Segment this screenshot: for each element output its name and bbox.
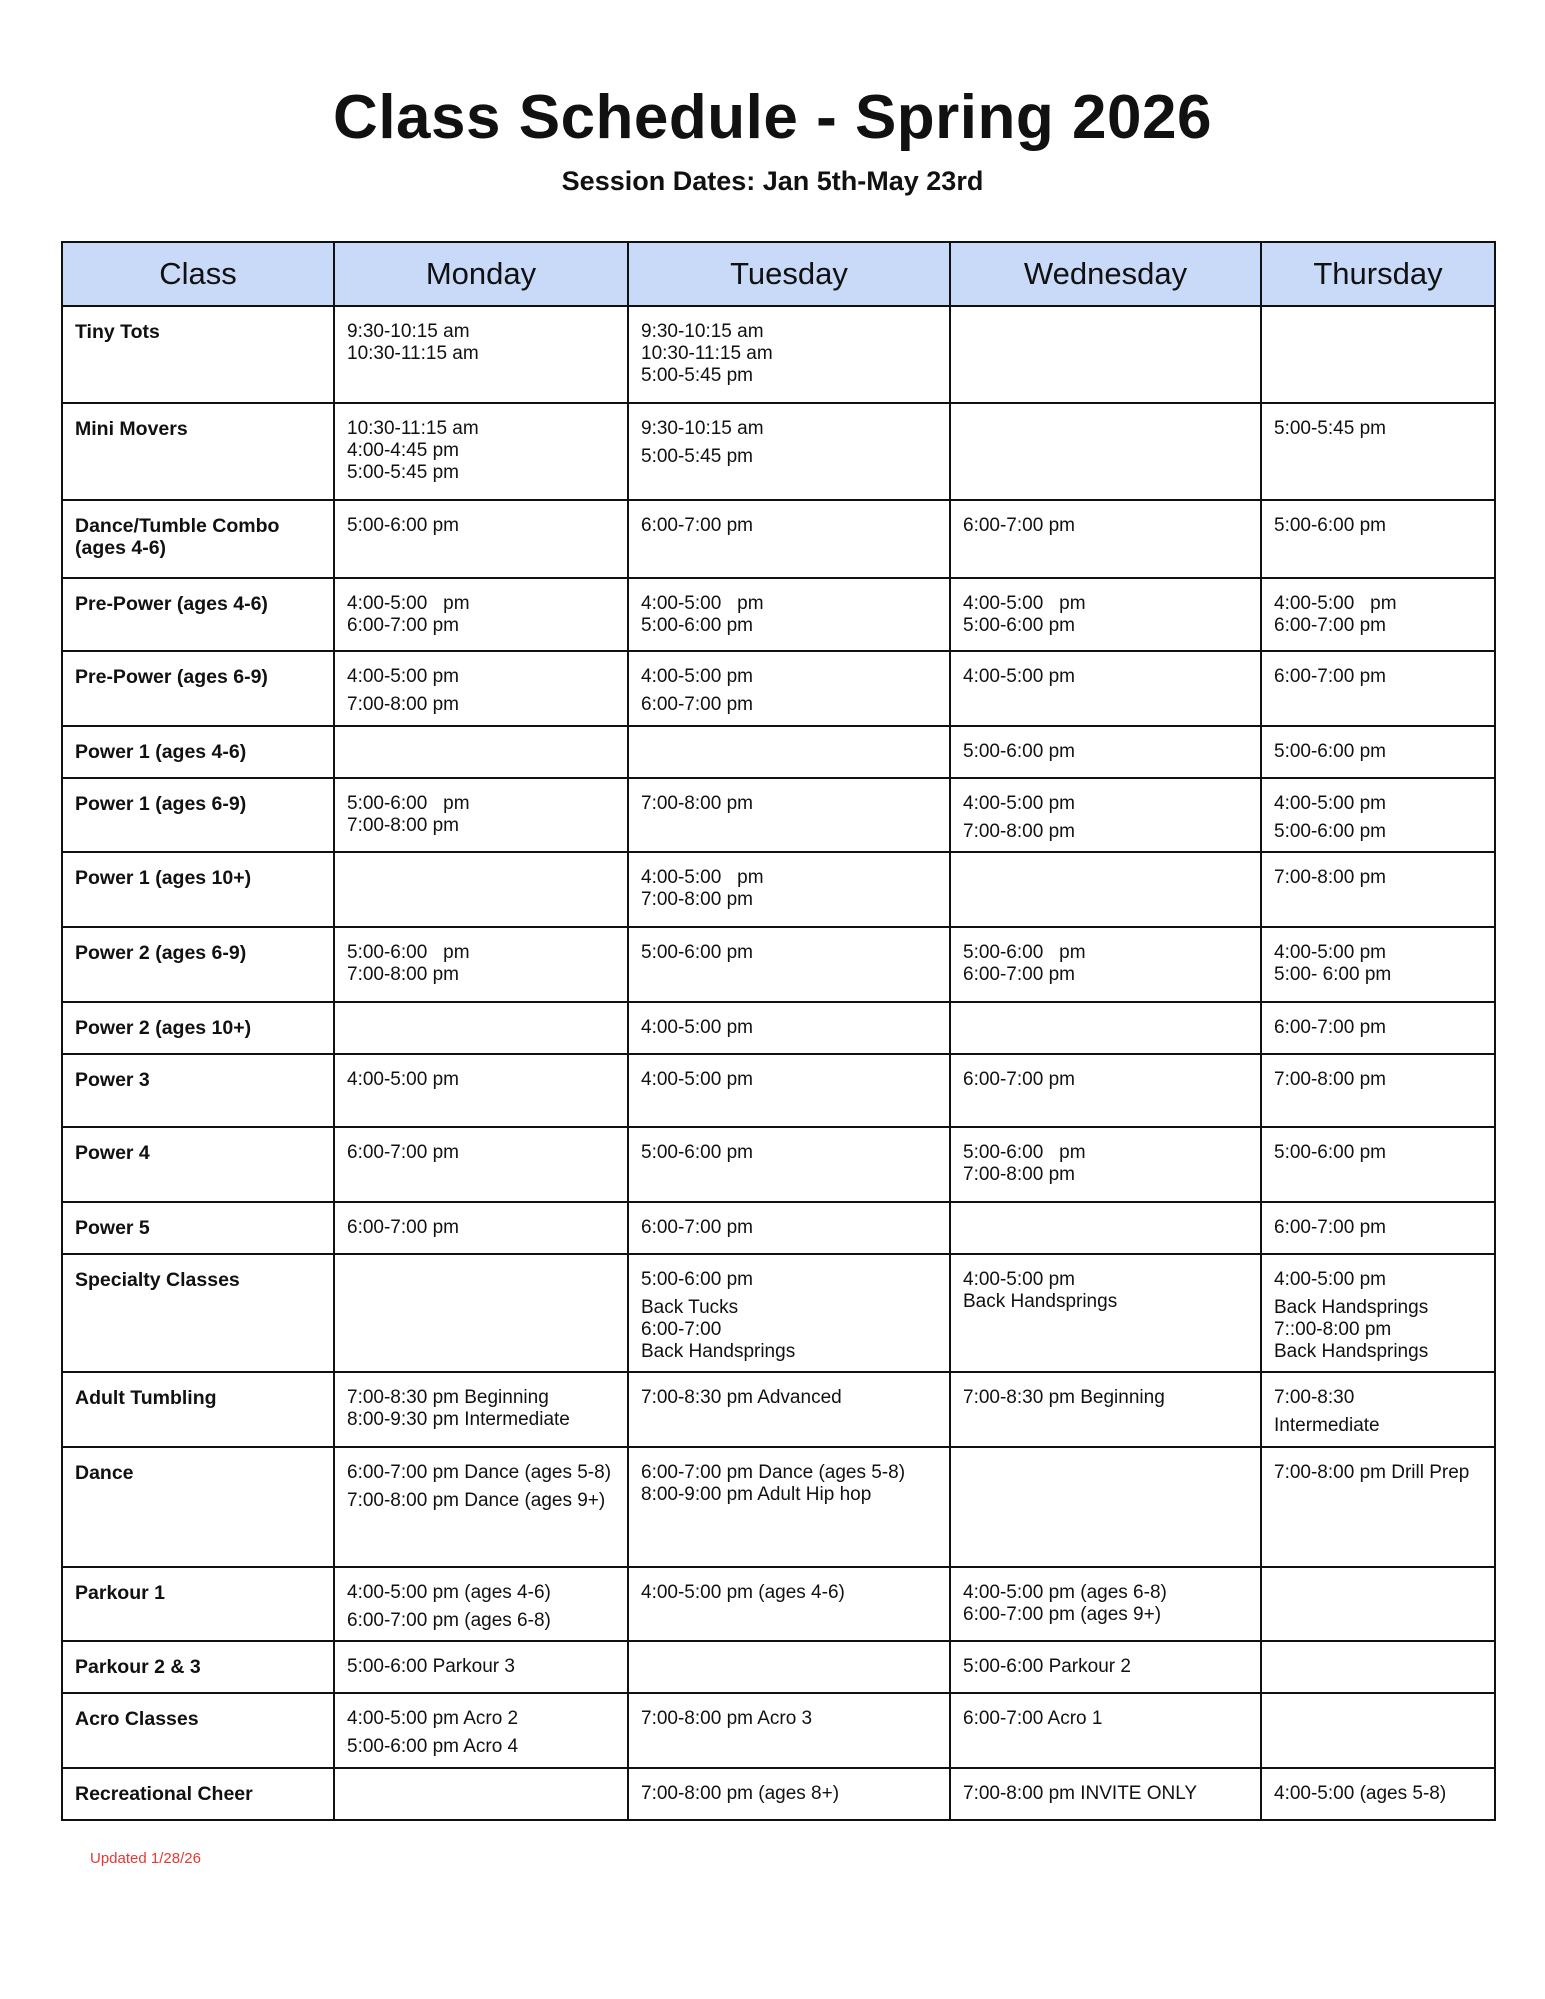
time-slot: 7:00-8:00 pm (ages 8+) [641, 1783, 840, 1804]
time-slot: Intermediate [1274, 1415, 1380, 1436]
class-name-cell: Power 1 (ages 6-9) [62, 778, 334, 852]
monday-cell [334, 1127, 628, 1202]
table-row [62, 403, 1495, 500]
thursday-cell [1261, 726, 1495, 778]
table-row [62, 306, 1495, 403]
time-slot: 8:00-9:00 pm Adult Hip hop [641, 1484, 872, 1505]
time-slot: Back Tucks [641, 1297, 739, 1318]
class-name-cell: Pre-Power (ages 4-6) [62, 578, 334, 651]
table-row [62, 927, 1495, 1002]
tuesday-cell [628, 852, 950, 927]
time-slot: 4:00-5:00 pm [347, 593, 470, 614]
wednesday-cell [950, 1641, 1261, 1693]
tuesday-cell [628, 651, 950, 726]
header-row [62, 242, 1495, 306]
time-slot: 6:00-7:00 pm [1274, 666, 1386, 687]
time-slot: 6:00-7:00 pm [641, 694, 753, 715]
thursday-cell [1261, 1768, 1495, 1820]
wednesday-cell [950, 778, 1261, 852]
time-slot: 6:00-7:00 pm [963, 1069, 1075, 1090]
thursday-cell [1261, 1641, 1495, 1693]
tuesday-cell [628, 1641, 950, 1693]
time-slot: 7:00-8:00 pm [347, 815, 459, 836]
monday-cell [334, 651, 628, 726]
time-slot: 6:00-7:00 pm [963, 964, 1075, 985]
thursday-cell [1261, 1693, 1495, 1768]
column-header-class: Class [62, 242, 334, 306]
time-slot: 4:00-4:45 pm [347, 440, 459, 461]
time-slot: 7:00-8:00 pm [963, 821, 1075, 842]
time-slot: 6:00-7:00 pm [347, 1142, 459, 1163]
class-name-cell: Recreational Cheer [62, 1768, 334, 1820]
time-slot: 5:00-5:45 pm [641, 365, 753, 386]
table-row [62, 1202, 1495, 1254]
time-slot: 6:00-7:00 pm [641, 1217, 753, 1238]
class-name-cell: Tiny Tots [62, 306, 334, 403]
wednesday-cell [950, 1447, 1261, 1567]
table-row [62, 1127, 1495, 1202]
table-row [62, 1641, 1495, 1693]
tuesday-cell [628, 1567, 950, 1641]
time-slot: 4:00-5:00 pm [641, 593, 764, 614]
table-row [62, 852, 1495, 927]
time-slot: 7:00-8:00 pm INVITE ONLY [963, 1783, 1198, 1804]
thursday-cell [1261, 1567, 1495, 1641]
class-name-cell: Power 4 [62, 1127, 334, 1202]
time-slot: 7:00-8:30 pm Beginning [963, 1387, 1165, 1408]
class-name-cell: Acro Classes [62, 1693, 334, 1768]
schedule-body [62, 306, 1495, 1820]
monday-cell [334, 1202, 628, 1254]
time-slot: 5:00-6:00 Parkour 2 [963, 1656, 1131, 1677]
class-name-cell: Power 2 (ages 6-9) [62, 927, 334, 1002]
time-slot: 7:00-8:00 pm [1274, 1069, 1386, 1090]
time-slot: 10:30-11:15 am [641, 343, 773, 364]
monday-cell [334, 1447, 628, 1567]
time-slot: 8:00-9:30 pm Intermediate [347, 1409, 570, 1430]
class-name-cell: Specialty Classes [62, 1254, 334, 1372]
time-slot: 6:00-7:00 pm [347, 615, 459, 636]
column-header-wednesday: Wednesday [950, 242, 1261, 306]
time-slot: 6:00-7:00 pm [347, 1217, 459, 1238]
tuesday-cell [628, 778, 950, 852]
table-row [62, 1693, 1495, 1768]
thursday-cell [1261, 1002, 1495, 1054]
wednesday-cell [950, 651, 1261, 726]
thursday-cell [1261, 1447, 1495, 1567]
monday-cell [334, 1002, 628, 1054]
page-title: Class Schedule - Spring 2026 [333, 83, 1212, 152]
time-slot: 4:00-5:00 pm [641, 1069, 753, 1090]
time-slot: 5:00-6:00 pm [347, 515, 459, 536]
wednesday-cell [950, 403, 1261, 500]
monday-cell [334, 1641, 628, 1693]
time-slot: 5:00-6:00 pm [641, 1269, 753, 1290]
column-header-tuesday: Tuesday [628, 242, 950, 306]
time-slot: 5:00-6:00 pm [963, 615, 1075, 636]
tuesday-cell [628, 306, 950, 403]
wednesday-cell [950, 852, 1261, 927]
time-slot: 5:00-6:00 pm [641, 615, 753, 636]
session-dates: Session Dates: Jan 5th-May 23rd [561, 166, 984, 196]
column-header-thursday: Thursday [1261, 242, 1495, 306]
time-slot: 10:30-11:15 am [347, 343, 479, 364]
tuesday-cell [628, 1768, 950, 1820]
class-name-cell: Power 3 [62, 1054, 334, 1127]
time-slot: 5:00-6:00 pm [963, 1142, 1086, 1163]
column-header-monday: Monday [334, 242, 628, 306]
time-slot: 5:00-5:45 pm [641, 446, 753, 467]
time-slot: 6:00-7:00 pm [963, 515, 1075, 536]
table-row [62, 1768, 1495, 1820]
wednesday-cell [950, 306, 1261, 403]
thursday-cell [1261, 403, 1495, 500]
time-slot: 4:00-5:00 pm [1274, 793, 1386, 814]
time-slot: 7:00-8:00 pm [963, 1164, 1075, 1185]
updated-note: Updated 1/28/26 [90, 1850, 201, 1867]
time-slot: 9:30-10:15 am [347, 321, 470, 342]
wednesday-cell [950, 1693, 1261, 1768]
wednesday-cell [950, 1054, 1261, 1127]
wednesday-cell [950, 1002, 1261, 1054]
thursday-cell [1261, 1372, 1495, 1447]
table-row [62, 1447, 1495, 1567]
tuesday-cell [628, 1693, 950, 1768]
time-slot: 6:00-7:00 pm [1274, 615, 1386, 636]
monday-cell [334, 852, 628, 927]
time-slot: 4:00-5:00 pm (ages 4-6) [641, 1582, 845, 1603]
monday-cell [334, 778, 628, 852]
time-slot: 10:30-11:15 am [347, 418, 479, 439]
table-row [62, 726, 1495, 778]
time-slot: 6:00-7:00 pm [1274, 1217, 1386, 1238]
time-slot: 4:00-5:00 pm [963, 1269, 1075, 1290]
time-slot: 5:00- 6:00 pm [1274, 964, 1392, 985]
thursday-cell [1261, 1127, 1495, 1202]
class-name-cell: Power 2 (ages 10+) [62, 1002, 334, 1054]
time-slot: 5:00-6:00 pm [1274, 515, 1386, 536]
monday-cell [334, 726, 628, 778]
thursday-cell [1261, 578, 1495, 651]
table-row [62, 1567, 1495, 1641]
monday-cell [334, 1693, 628, 1768]
monday-cell [334, 578, 628, 651]
time-slot: 4:00-5:00 pm [963, 666, 1075, 687]
thursday-cell [1261, 1254, 1495, 1372]
time-slot: 6:00-7:00 pm Dance (ages 5-8) [641, 1462, 906, 1483]
time-slot: 7:00-8:30 [1274, 1387, 1355, 1408]
time-slot: 5:00-6:00 pm [1274, 741, 1386, 762]
time-slot: 5:00-6:00 pm [1274, 1142, 1386, 1163]
monday-cell [334, 1567, 628, 1641]
time-slot: 7:00-8:00 pm [641, 889, 753, 910]
time-slot: 5:00-6:00 Parkour 3 [347, 1656, 515, 1677]
wednesday-cell [950, 1567, 1261, 1641]
wednesday-cell [950, 1127, 1261, 1202]
thursday-cell [1261, 1202, 1495, 1254]
table-row [62, 1002, 1495, 1054]
time-slot: 5:00-6:00 pm [1274, 821, 1386, 842]
time-slot: 7:00-8:00 pm [1274, 867, 1386, 888]
wednesday-cell [950, 500, 1261, 578]
time-slot: 4:00-5:00 pm [641, 867, 764, 888]
time-slot: 5:00-5:45 pm [347, 462, 459, 483]
tuesday-cell [628, 1002, 950, 1054]
tuesday-cell [628, 500, 950, 578]
table-row [62, 1054, 1495, 1127]
time-slot: 5:00-6:00 pm [641, 1142, 753, 1163]
time-slot: 4:00-5:00 pm [347, 1069, 459, 1090]
thursday-cell [1261, 500, 1495, 578]
time-slot: 6:00-7:00 pm (ages 6-8) [347, 1610, 551, 1631]
table-row [62, 578, 1495, 651]
time-slot: 9:30-10:15 am [641, 418, 764, 439]
time-slot: 5:00-6:00 pm [963, 942, 1086, 963]
tuesday-cell [628, 578, 950, 651]
tuesday-cell [628, 1127, 950, 1202]
time-slot: 4:00-5:00 pm [1274, 1269, 1386, 1290]
time-slot: 4:00-5:00 pm [1274, 593, 1397, 614]
time-slot: 7:00-8:00 pm Dance (ages 9+) [347, 1490, 606, 1511]
time-slot: 4:00-5:00 pm [641, 666, 753, 687]
monday-cell [334, 927, 628, 1002]
monday-cell [334, 1054, 628, 1127]
time-slot: 4:00-5:00 pm (ages 4-6) [347, 1582, 551, 1603]
class-name-cell: Power 5 [62, 1202, 334, 1254]
time-slot: 9:30-10:15 am [641, 321, 764, 342]
monday-cell [334, 403, 628, 500]
time-slot: 6:00-7:00 pm Dance (ages 5-8) [347, 1462, 612, 1483]
table-row [62, 500, 1495, 578]
thursday-cell [1261, 306, 1495, 403]
time-slot: 6:00-7:00 pm (ages 9+) [963, 1604, 1162, 1625]
time-slot: 4:00-5:00 pm [963, 593, 1086, 614]
monday-cell [334, 1372, 628, 1447]
time-slot: 4:00-5:00 pm [641, 1017, 753, 1038]
class-name-cell: Mini Movers [62, 403, 334, 500]
wednesday-cell [950, 1372, 1261, 1447]
time-slot: 5:00-6:00 pm [347, 793, 470, 814]
table-row [62, 1372, 1495, 1447]
time-slot: 7::00-8:00 pm [1274, 1319, 1392, 1340]
monday-cell [334, 1254, 628, 1372]
time-slot: 4:00-5:00 (ages 5-8) [1274, 1783, 1447, 1804]
time-slot: 7:00-8:00 pm Acro 3 [641, 1708, 813, 1729]
time-slot: 5:00-6:00 pm [641, 942, 753, 963]
wednesday-cell [950, 927, 1261, 1002]
time-slot: 6:00-7:00 pm [1274, 1017, 1386, 1038]
time-slot: 7:00-8:00 pm [347, 694, 459, 715]
time-slot: Back Handsprings [1274, 1341, 1429, 1362]
time-slot: 7:00-8:30 pm Advanced [641, 1387, 842, 1408]
time-slot: 5:00-6:00 pm [963, 741, 1075, 762]
thursday-cell [1261, 778, 1495, 852]
tuesday-cell [628, 726, 950, 778]
monday-cell [334, 306, 628, 403]
time-slot: 7:00-8:00 pm Drill Prep [1274, 1462, 1470, 1483]
time-slot: Back Handsprings [963, 1291, 1118, 1312]
table-row [62, 1254, 1495, 1372]
table-row [62, 778, 1495, 852]
time-slot: 7:00-8:00 pm [347, 964, 459, 985]
tuesday-cell [628, 1447, 950, 1567]
tuesday-cell [628, 403, 950, 500]
time-slot: Back Handsprings [641, 1341, 796, 1362]
class-name-cell: Power 1 (ages 4-6) [62, 726, 334, 778]
time-slot: 6:00-7:00 [641, 1319, 722, 1340]
time-slot: 6:00-7:00 Acro 1 [963, 1708, 1103, 1729]
time-slot: 6:00-7:00 pm [641, 515, 753, 536]
time-slot: 4:00-5:00 pm [1274, 942, 1386, 963]
thursday-cell [1261, 852, 1495, 927]
class-name-cell: Dance [62, 1447, 334, 1567]
time-slot: Back Handsprings [1274, 1297, 1429, 1318]
time-slot: 5:00-5:45 pm [1274, 418, 1386, 439]
class-name-cell: Adult Tumbling [62, 1372, 334, 1447]
wednesday-cell [950, 1202, 1261, 1254]
tuesday-cell [628, 927, 950, 1002]
monday-cell [334, 500, 628, 578]
time-slot: 4:00-5:00 pm [347, 666, 459, 687]
time-slot: 4:00-5:00 pm [963, 793, 1075, 814]
tuesday-cell [628, 1372, 950, 1447]
thursday-cell [1261, 1054, 1495, 1127]
tuesday-cell [628, 1254, 950, 1372]
time-slot: 5:00-6:00 pm Acro 4 [347, 1736, 519, 1757]
wednesday-cell [950, 578, 1261, 651]
time-slot: 4:00-5:00 pm Acro 2 [347, 1708, 519, 1729]
wednesday-cell [950, 726, 1261, 778]
class-name-cell: Dance/Tumble Combo (ages 4-6) [62, 500, 334, 578]
wednesday-cell [950, 1768, 1261, 1820]
schedule-table [61, 241, 1496, 1821]
monday-cell [334, 1768, 628, 1820]
tuesday-cell [628, 1202, 950, 1254]
time-slot: 4:00-5:00 pm (ages 6-8) [963, 1582, 1167, 1603]
class-name-cell: Parkour 1 [62, 1567, 334, 1641]
time-slot: 7:00-8:30 pm Beginning [347, 1387, 549, 1408]
time-slot: 5:00-6:00 pm [347, 942, 470, 963]
class-name-cell: Parkour 2 & 3 [62, 1641, 334, 1693]
thursday-cell [1261, 927, 1495, 1002]
class-name-cell: Power 1 (ages 10+) [62, 852, 334, 927]
table-row [62, 651, 1495, 726]
time-slot: 7:00-8:00 pm [641, 793, 753, 814]
wednesday-cell [950, 1254, 1261, 1372]
tuesday-cell [628, 1054, 950, 1127]
class-name-cell: Pre-Power (ages 6-9) [62, 651, 334, 726]
thursday-cell [1261, 651, 1495, 726]
